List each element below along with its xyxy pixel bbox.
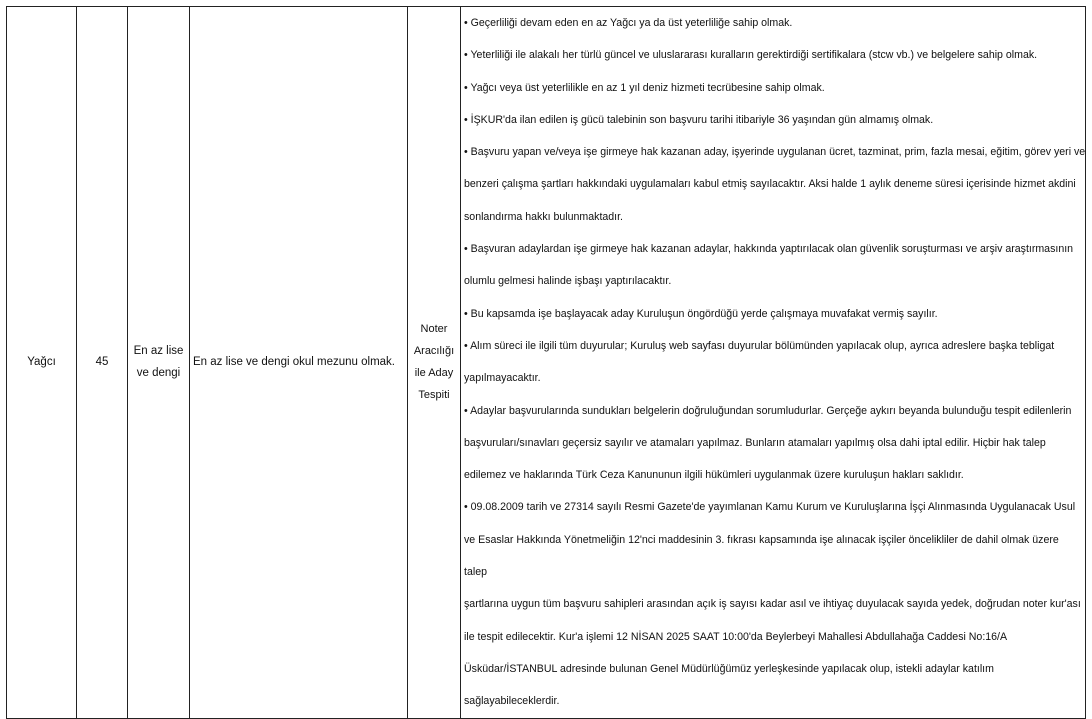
condition-continuation: şartlarına uygun tüm başvuru sahipleri arasından açık iş sayısı kadar asıl ve ihtiyaç duyulacak sayıda yedek, doğrudan noter kur'ası (464, 598, 1081, 611)
method-cell (408, 7, 461, 719)
qualification-cell: En az lise ve dengi okul mezunu olmak. (190, 7, 408, 719)
condition-continuation: sonlandırma hakkı bulunmaktadır. (464, 210, 623, 223)
condition-item: • Adaylar başvurularında sundukları belgelerin doğruluğundan sorumludurlar. Gerçeğe aykırı beyanda bulunduğu tespit edilenlerin (464, 395, 1082, 427)
recruitment-table (6, 6, 1086, 719)
condition-continuation: ve Esaslar Hakkında Yönetmeliğin 12'nci maddesinin 3. fıkrası kapsamında işe alınacak işçiler öncelikliler de dahil olmak üzere talep (464, 533, 1059, 579)
condition-item: • İŞKUR'da ilan edilen iş gücü talebinin son başvuru tarihi itibariyle 36 yaşından gün almamış olmak. (464, 104, 1082, 136)
condition-continuation: ile tespit edilecektir. Kur'a işlemi 12 NİSAN 2025 SAAT 10:00'da Beylerbeyi Mahallesi Abdullahağa Caddesi No:16/A (464, 630, 1008, 643)
method-line: Tespiti (418, 389, 450, 402)
condition-continuation: edilemez ve haklarında Türk Ceza Kanununun ilgili hükümleri uygulanmak üzere kuruluşun hakları saklıdır. (464, 469, 964, 482)
position-cell: Yağcı (7, 7, 77, 719)
condition-item: • Yağcı veya üst yeterlilikle en az 1 yıl deniz hizmeti tecrübesine sahip olmak. (464, 72, 1082, 104)
condition-item: • Başvuran adaylardan işe girmeye hak kazanan adaylar, hakkında yaptırılacak olan güvenlik soruşturması ve arşiv araştırmasının (464, 233, 1082, 265)
education-cell (128, 7, 190, 719)
method-line: Noter (420, 323, 448, 336)
condition-item: • Yeterliliği ile alakalı her türlü güncel ve uluslararası kuralların gerektirdiği sertifikalara (stcw vb.) ve belgelere sahip olmak. (464, 39, 1082, 71)
count-cell: 45 (77, 7, 128, 719)
condition-continuation: sağlayabileceklerdir. (464, 695, 560, 708)
condition-item: • Geçerliliği devam eden en az Yağcı ya da üst yeterliliğe sahip olmak. (464, 7, 1082, 39)
condition-item: • Başvuru yapan ve/veya işe girmeye hak kazanan aday, işyerinde uygulanan ücret, tazminat, prim, fazla mesai, eğitim, görev yeri ve (464, 136, 1082, 168)
education-line: En az lise (133, 345, 184, 358)
conditions-cell (461, 7, 1086, 719)
education-line: ve dengi (136, 367, 181, 380)
condition-continuation: başvuruları/sınavları geçersiz sayılır ve atamaları yapılmaz. Bunların atamaları yapılmış olsa dahi iptal edilir. Hiçbir hak talep (464, 436, 1046, 449)
method-line: ile Aday (414, 367, 454, 380)
condition-continuation: yapılmayacaktır. (464, 372, 541, 385)
method-line: Aracılığı (413, 345, 455, 358)
table-row (7, 7, 1086, 719)
condition-continuation: benzeri çalışma şartları hakkındaki uygulamaları kabul etmiş sayılacaktır. Aksi halde 1 aylık deneme süresi içerisinde hizmet akdini (464, 178, 1076, 191)
condition-item: • Bu kapsamda işe başlayacak aday Kuruluşun öngördüğü yerde çalışmaya muvafakat vermiş sayılır. (464, 298, 1082, 330)
condition-item: • 09.08.2009 tarih ve 27314 sayılı Resmi Gazete'de yayımlanan Kamu Kurum ve Kuruluşlarına İşçi Alınmasında Uygulanacak Usul (464, 491, 1082, 523)
condition-continuation: olumlu gelmesi halinde işbaşı yaptırılacaktır. (464, 275, 672, 288)
condition-item: • Alım süreci ile ilgili tüm duyurular; Kuruluş web sayfası duyurular bölümünden yapılacak olup, ayrıca adreslere başka tebligat (464, 330, 1082, 362)
condition-continuation: Üsküdar/İSTANBUL adresinde bulunan Genel Müdürlüğümüz yerleşkesinde yapılacak olup, istekli adaylar katılım (464, 662, 994, 675)
